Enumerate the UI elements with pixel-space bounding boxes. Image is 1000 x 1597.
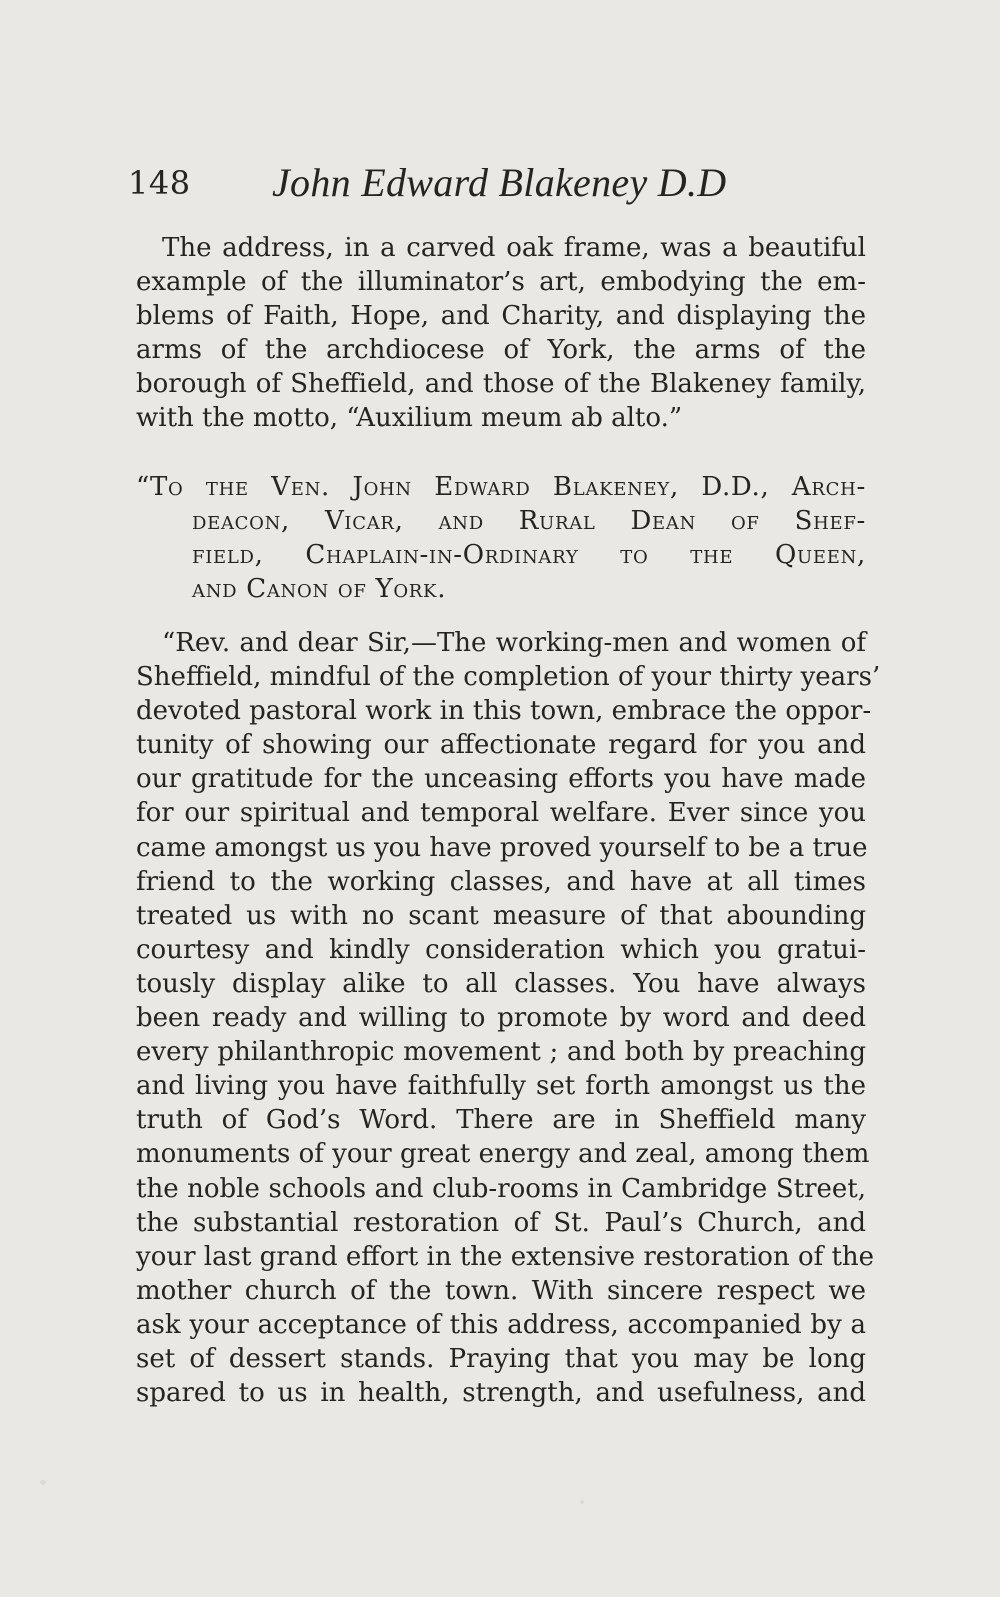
text-line: The address, in a carved oak frame, was a beautiful <box>162 233 866 263</box>
text-line: ask your acceptance of this address, accompanied by a <box>136 1309 866 1340</box>
text-line: Sheffield, mindful of the completion of your thirty years’ <box>136 662 881 693</box>
text-line: tunity of showing our affectionate regard for you and <box>136 730 866 761</box>
paper-speck <box>580 1500 584 1504</box>
text-line: courtesy and kindly consideration which you gratui- <box>136 934 866 965</box>
text-line: tously display alike to all classes. You have always <box>136 968 866 999</box>
text-line: mother church of the town. With sincere respect we <box>136 1275 866 1306</box>
text-line: and Canon of York. <box>192 574 447 604</box>
text-line: came amongst us you have proved yourself to be a true <box>136 832 868 863</box>
running-title: John Edward Blakeney D.D <box>272 160 727 205</box>
text-line: arms of the archdiocese of York, the arms of the <box>136 334 866 365</box>
text-line: example of the illuminator’s art, embodying the em- <box>136 266 866 297</box>
text-line: devoted pastoral work in this town, embrace the oppor- <box>136 696 872 727</box>
text-line: set of dessert stands. Praying that you may be long <box>136 1343 866 1374</box>
text-line: every philanthropic movement ; and both by preaching <box>136 1037 866 1068</box>
text-line: blems of Faith, Hope, and Charity, and displaying the <box>136 300 866 331</box>
text-line: our gratitude for the unceasing efforts you have made <box>136 764 866 795</box>
text-line: with the motto, “Auxilium meum ab alto.” <box>136 402 683 433</box>
text-line: your last grand effort in the extensive restoration of the <box>136 1241 875 1272</box>
text-line: monuments of your great energy and zeal, among them <box>136 1139 870 1170</box>
text-line: deacon, Vicar, and Rural Dean of Shef- <box>192 506 866 536</box>
text-line: been ready and willing to promote by word and deed <box>136 1003 866 1034</box>
text-line: truth of God’s Word. There are in Sheffield many <box>136 1105 866 1136</box>
text-line: spared to us in health, strength, and usefulness, and <box>136 1378 866 1409</box>
text-line: friend to the working classes, and have at all times <box>136 866 866 897</box>
address-heading <box>136 470 866 606</box>
text-line: borough of Sheffield, and those of the Blakeney family, <box>136 368 866 399</box>
paper-speck <box>40 1480 46 1485</box>
text-line: “To the Ven. John Edward Blakeney, D.D., Arch- <box>136 472 866 502</box>
text-line: the substantial restoration of St. Paul’s Church, and <box>136 1207 866 1238</box>
text-line: for our spiritual and temporal welfare. Ever since you <box>136 798 866 829</box>
letter-body <box>136 626 881 1410</box>
text-line: treated us with no scant measure of that abounding <box>136 900 866 931</box>
text-line: and living you have faithfully set forth amongst us the <box>136 1071 866 1102</box>
text-line: field, Chaplain-in-Ordinary to the Queen, <box>192 540 866 570</box>
paragraph-address-description <box>136 232 866 435</box>
text-line: the noble schools and club-rooms in Cambridge Street, <box>136 1173 866 1204</box>
page-number: 148 <box>128 164 191 202</box>
text-line: “Rev. and dear Sir,—The working-men and women of <box>162 628 866 658</box>
